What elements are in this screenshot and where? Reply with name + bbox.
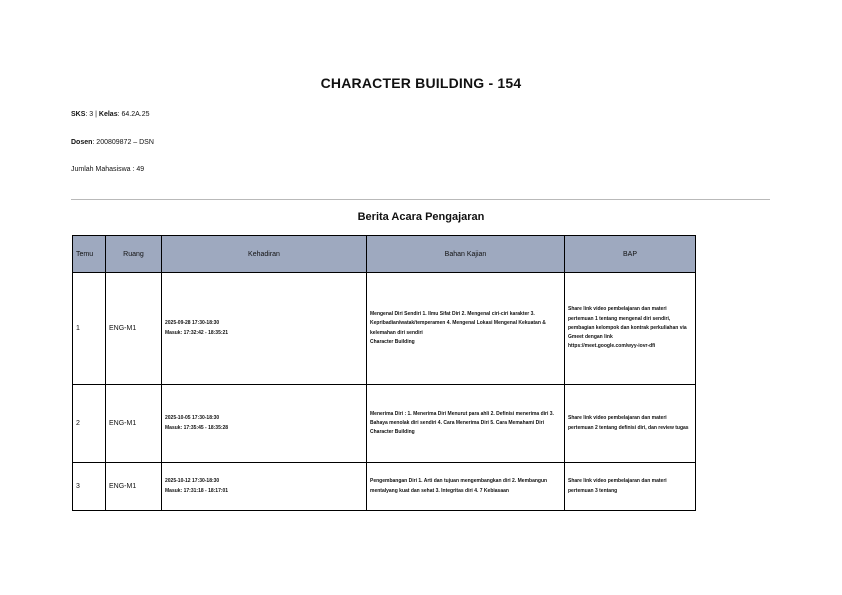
cell-bahan-kajian xyxy=(367,463,565,511)
bap-text: Share link video pembelajaran dan materi pertemuan 1 tentang mengenal diri sendiri, pembagian kelompok dan kontrak perkuliahan via Gmeet dengan link xyxy=(568,306,687,341)
bahan-kajian-text: Menerima Diri : 1. Menerima Diri Menurut para ahli 2. Definisi menerima diri 3. Bahaya menolak diri sendiri 4. Cara Menerima Diri 5. Cara Memahami Diri xyxy=(370,410,554,426)
cell-kehadiran xyxy=(162,273,367,385)
cell-ruang: ENG-M1 xyxy=(106,385,162,463)
header-kehadiran: Kehadiran xyxy=(162,236,367,273)
bahan-kajian-text: Mengenal Diri Sendiri 1. Ilmu Sifat Diri 2. Mengenal ciri-ciri karakter 3. Kepribadian/watak/temperamen 4. Mengenal Lokasi Mengenal Kekuatan & kelemahan diri sendiri xyxy=(370,311,546,336)
header-bahan-kajian: Bahan Kajian xyxy=(367,236,565,273)
table-header-row xyxy=(73,236,696,273)
bahan-kajian-course: Character Building xyxy=(370,429,415,436)
cell-kehadiran xyxy=(162,463,367,511)
header-ruang: Ruang xyxy=(106,236,162,273)
sks-label: SKS xyxy=(71,111,86,118)
table-row xyxy=(73,463,696,511)
kelas-label: Kelas xyxy=(98,111,118,118)
dosen-info xyxy=(71,139,154,146)
bap-text: Share link video pembelajaran dan materi pertemuan 2 tentang definisi diri, dan review tugas xyxy=(568,415,689,431)
dosen-value: : 200809872 – DSN xyxy=(92,139,154,146)
kelas-value: : 64.2A.25 xyxy=(117,111,150,118)
table-row xyxy=(73,385,696,463)
document-title: CHARACTER BUILDING - 154 xyxy=(320,75,522,91)
header-bap: BAP xyxy=(565,236,696,273)
cell-bahan-kajian xyxy=(367,273,565,385)
cell-bap xyxy=(565,273,696,385)
kehadiran-masuk: Masuk: 17:32:42 - 18:35:21 xyxy=(165,329,229,336)
section-title: Berita Acara Pengajaran xyxy=(357,211,485,223)
bap-link[interactable]: https://meet.google.com/wyy-iovr-dfi xyxy=(568,343,656,350)
cell-temu: 2 xyxy=(73,385,106,463)
table-row xyxy=(73,273,696,385)
header-temu: Temu xyxy=(73,236,106,273)
kehadiran-masuk: Masuk: 17:35:45 - 18:35:28 xyxy=(165,424,229,431)
cell-ruang: ENG-M1 xyxy=(106,273,162,385)
bahan-kajian-text: Pengembangan Diri 1. Arti dan tujuan mengembangkan diri 2. Membangun mentalyang kuat dan sehat 3. Integritas diri 4. 7 Kebiasaan xyxy=(370,478,548,494)
cell-kehadiran xyxy=(162,385,367,463)
cell-bap xyxy=(565,463,696,511)
bap-table xyxy=(72,235,696,511)
jumlah-mahasiswa: Jumlah Mahasiswa : 49 xyxy=(71,166,145,173)
bahan-kajian-course: Character Building xyxy=(370,338,415,345)
cell-bahan-kajian xyxy=(367,385,565,463)
kehadiran-jadwal: 2025-10-12 17:30-18:30 xyxy=(165,478,220,485)
bap-text: Share link video pembelajaran dan materi pertemuan 3 tentang xyxy=(568,478,667,494)
kehadiran-jadwal: 2025-09-28 17:30-18:30 xyxy=(165,320,220,327)
kehadiran-masuk: Masuk: 17:31:18 - 18:17:01 xyxy=(165,487,229,494)
cell-temu: 1 xyxy=(73,273,106,385)
cell-temu: 3 xyxy=(73,463,106,511)
dosen-label: Dosen xyxy=(71,139,93,146)
sks-kelas-info xyxy=(71,111,150,118)
sks-value: : 3 | xyxy=(85,111,97,118)
cell-bap xyxy=(565,385,696,463)
cell-ruang: ENG-M1 xyxy=(106,463,162,511)
section-divider xyxy=(71,199,770,200)
kehadiran-jadwal: 2025-10-05 17:30-18:30 xyxy=(165,415,220,422)
